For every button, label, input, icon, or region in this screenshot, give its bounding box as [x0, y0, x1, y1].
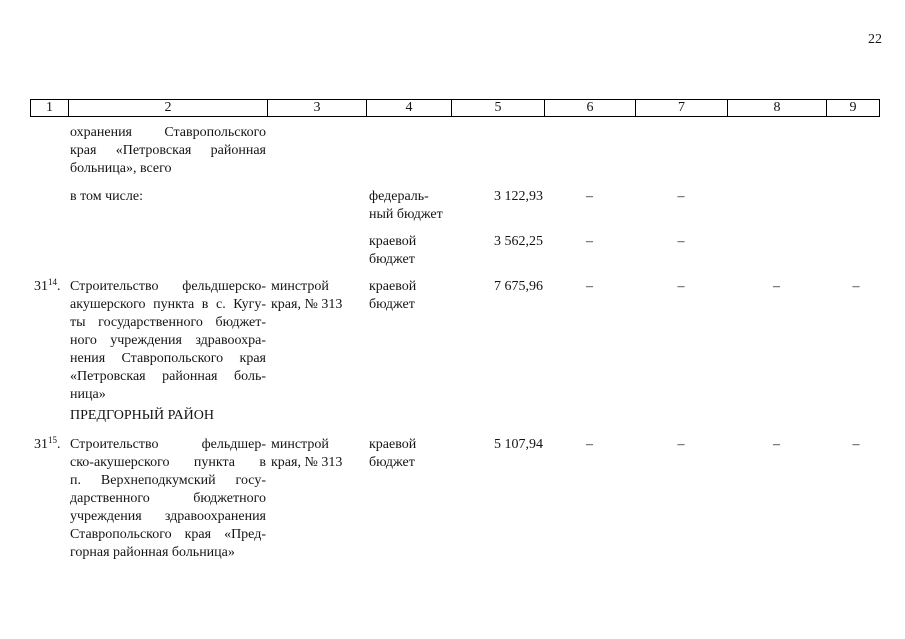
section-heading: ПРЕДГОРНЫЙ РАЙОН [70, 408, 215, 423]
item-name [70, 436, 266, 562]
text-line: бюджет [369, 297, 415, 312]
item-col6: – [586, 437, 593, 452]
text-line: ница» [70, 387, 106, 402]
text-line: бюджет [369, 252, 415, 267]
header-col-4: 4 [367, 100, 452, 117]
text-line: краевой [369, 234, 417, 249]
header-col-3: 3 [268, 100, 367, 117]
item-number-sup: 15 [48, 435, 57, 445]
text-line: п. Верхнеподкумский госу- [70, 473, 266, 488]
table-header [30, 99, 880, 117]
item-col9: – [852, 437, 860, 452]
text-line: учреждения здравоохранения [70, 509, 266, 524]
text-line: края, № 313 [271, 297, 343, 312]
item-number-sup: 14 [48, 277, 57, 287]
item-name [70, 278, 266, 404]
text-line: краевой [369, 279, 417, 294]
header-col-1: 1 [31, 100, 69, 117]
header-col-5: 5 [452, 100, 545, 117]
subtotal-federal-col7: – [677, 189, 685, 204]
subtotal-federal-source [369, 188, 450, 224]
text-line: минстрой [271, 437, 329, 452]
subtotal-regional-source [369, 233, 450, 269]
item-col8: – [773, 279, 780, 294]
item-col9: – [852, 279, 860, 294]
text-line: больница», всего [70, 161, 172, 176]
header-col-8: 8 [728, 100, 827, 117]
text-line: Строительство фельдшер- [70, 437, 266, 452]
item-source [369, 278, 450, 314]
item-number [34, 436, 70, 454]
item-col6: – [586, 279, 593, 294]
header-row [31, 100, 880, 117]
header-col-2: 2 [69, 100, 268, 117]
text-line: краевой [369, 437, 417, 452]
text-line: ный бюджет [369, 207, 443, 222]
text-line: нения Ставропольского края [70, 351, 266, 366]
text-line: минстрой [271, 279, 329, 294]
item-col8: – [773, 437, 780, 452]
text-line: «Петровская районная боль- [70, 369, 266, 384]
subtotal-label: в том числе: [70, 189, 143, 204]
text-line: дарственного бюджетного [70, 491, 266, 506]
text-line: края «Петровская районная [70, 143, 266, 158]
item-number-suffix: . [57, 279, 61, 294]
text-line: охранения Ставропольского [70, 125, 266, 140]
text-line: Ставропольского края «Пред- [70, 527, 266, 542]
subtotal-federal-amount: 3 122,93 [494, 189, 543, 204]
text-line: федераль- [369, 189, 429, 204]
item-col7: – [677, 279, 685, 294]
item-number [34, 278, 70, 296]
item-amount: 7 675,96 [494, 279, 543, 294]
subtotal-regional-col7: – [677, 234, 685, 249]
item-amount: 5 107,94 [494, 437, 543, 452]
item-executor [271, 436, 365, 472]
text-line: ного учреждения здравоохра- [70, 333, 266, 348]
item-number-suffix: . [57, 437, 61, 452]
text-line: акушерского пункта в с. Кугу- [70, 297, 266, 312]
item-source [369, 436, 450, 472]
text-line: бюджет [369, 455, 415, 470]
header-col-9: 9 [827, 100, 880, 117]
continuation-name [70, 124, 266, 178]
subtotal-regional-col6: – [586, 234, 593, 249]
subtotal-federal-col6: – [586, 189, 593, 204]
text-line: Строительство фельдшерско- [70, 279, 266, 294]
item-number-main: 31 [34, 437, 48, 452]
text-line: горная районная больница» [70, 545, 235, 560]
subtotal-regional-amount: 3 562,25 [494, 234, 543, 249]
item-executor [271, 278, 365, 314]
text-line: ты государственного бюджет- [70, 315, 266, 330]
header-col-6: 6 [545, 100, 636, 117]
text-line: ско-акушерского пункта в [70, 455, 266, 470]
item-col7: – [677, 437, 685, 452]
header-col-7: 7 [636, 100, 728, 117]
item-number-main: 31 [34, 279, 48, 294]
text-line: края, № 313 [271, 455, 343, 470]
page-number: 22 [868, 32, 882, 47]
